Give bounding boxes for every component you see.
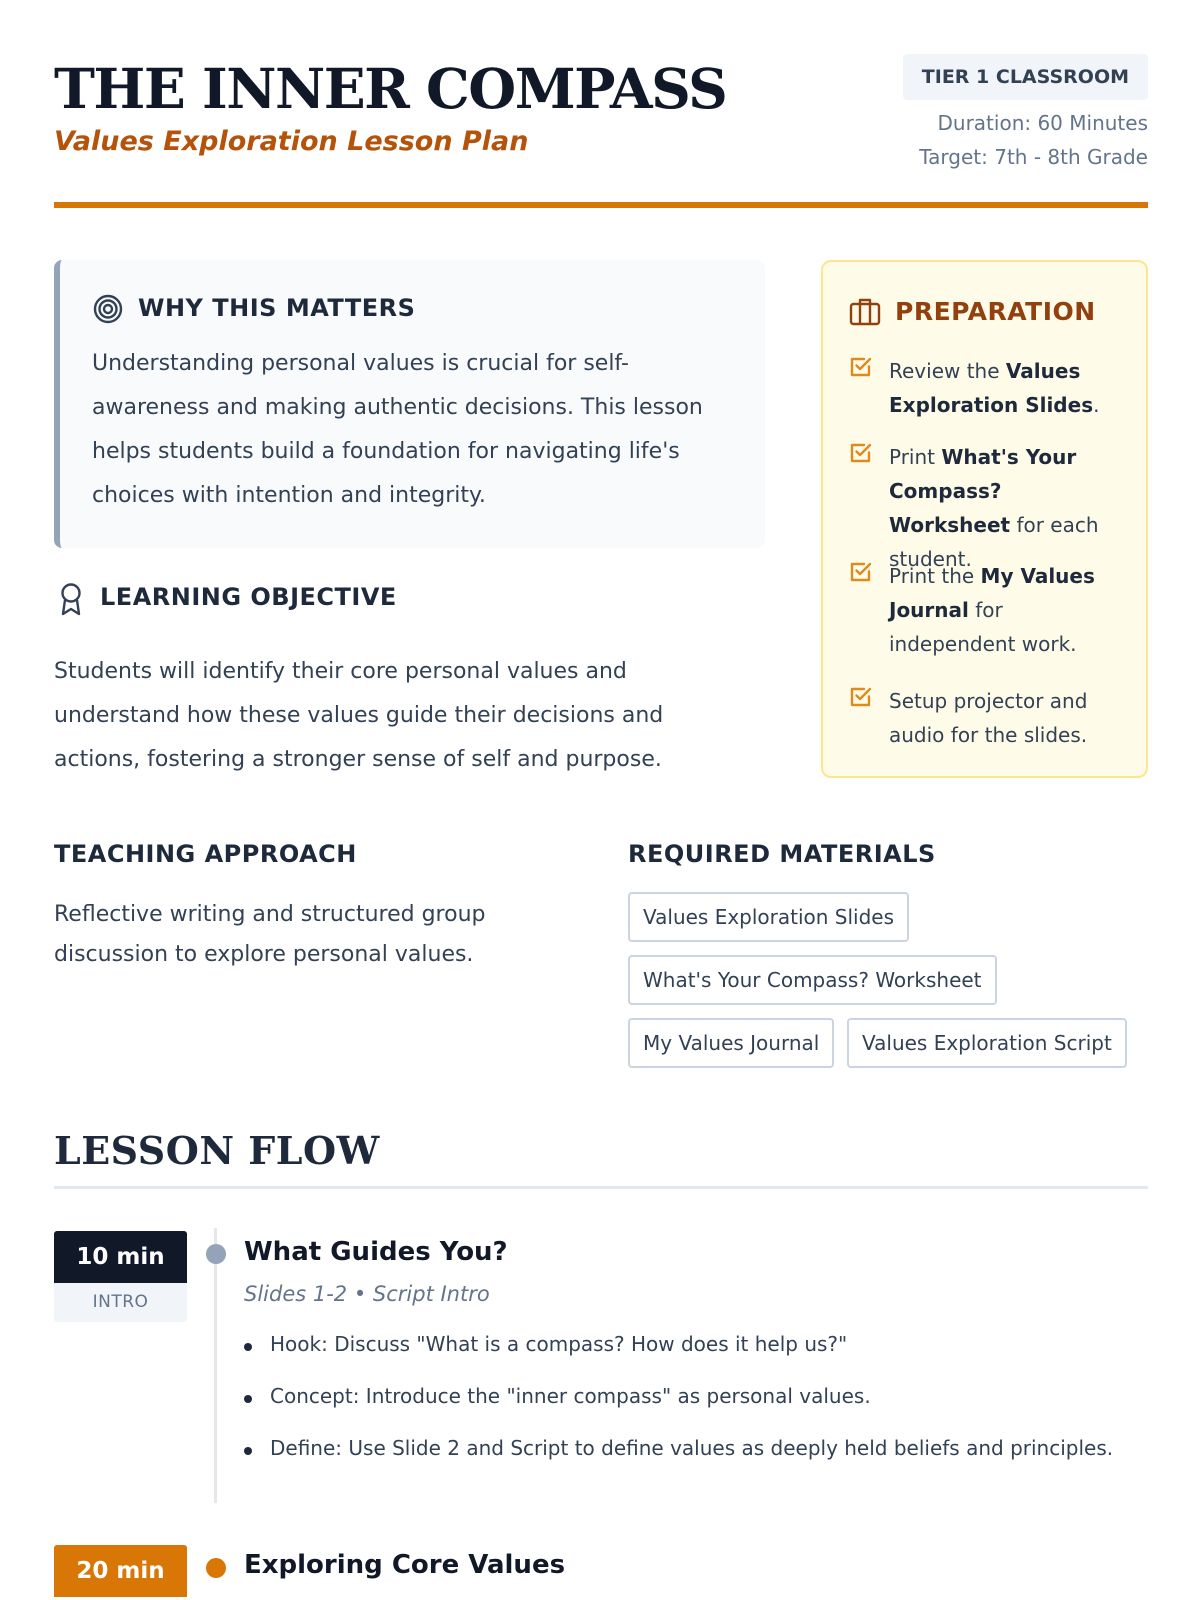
page-subtitle: Values Exploration Lesson Plan	[54, 126, 529, 157]
header	[54, 0, 1148, 208]
required-materials-heading: REQUIRED MATERIALS	[628, 840, 936, 868]
checkbox-checked-icon	[849, 685, 873, 713]
page-title: THE INNER COMPASS	[54, 56, 727, 121]
step-time-badge: 20 min	[54, 1545, 187, 1597]
step-title: Exploring Core Values	[244, 1550, 566, 1580]
teaching-approach-body: Reflective writing and structured group discussion to explore personal values.	[54, 902, 486, 967]
target-grade-text: Target: 7th - 8th Grade	[919, 145, 1148, 169]
step-title: What Guides You?	[244, 1237, 508, 1267]
checkbox-checked-icon	[849, 560, 873, 588]
step-phase-label: INTRO	[54, 1283, 187, 1322]
duration-text: Duration: 60 Minutes	[937, 111, 1148, 135]
preparation-box: PREPARATION Review the Values Exploration Slides. Print What's Your Compass? Worksheet for each student. Print the My Values Journal for independent work. Setup projector and audio for the slides.	[821, 260, 1148, 778]
material-chip: What's Your Compass? Worksheet	[628, 955, 997, 1005]
why-this-matters-box	[54, 260, 765, 548]
learning-objective-body: Students will identify their core personal values and understand how these values guide their decisions and actions, fostering a stronger sense of self and purpose.	[54, 659, 664, 772]
teaching-approach-heading: TEACHING APPROACH	[54, 840, 357, 868]
preparation-heading: PREPARATION	[895, 297, 1096, 326]
step-subtitle: Slides 1-2 • Script Intro	[244, 1282, 490, 1306]
timeline-line	[214, 1228, 217, 1503]
step-time-badge: 10 min	[54, 1231, 187, 1283]
material-chip: My Values Journal	[628, 1018, 834, 1068]
timeline-dot	[206, 1558, 226, 1578]
checkbox-checked-icon	[849, 355, 873, 383]
tier-badge: TIER 1 CLASSROOM	[903, 54, 1148, 100]
checkbox-checked-icon	[849, 441, 873, 469]
target-icon	[92, 293, 124, 329]
lesson-plan-page: THE INNER COMPASS Values Exploration Lesson Plan TIER 1 CLASSROOM Duration: 60 Minutes Target: 7th - 8th Grade WHY THIS MATTERS Understanding personal values is crucial for self-awareness and making authentic decisions. This lesson helps students build a foundation for navigating life's choices with intention and integrity. LEARNING OBJECTIVE Students will identify their core personal values and understand how these values guide their decisions and actions, fostering a stronger sense of self and purpose. PREPARATION Review the Values Exploration Slides. Print What's Your Compass? Worksheet for each student. Print the My Values Journal for independent work. Setup projector and audio for the slides. TEACHING APPROACH Reflective writing and structured group discussion to explore personal values. REQUIRED MATERIALS Values Exploration Slides What's Your Compass? Worksheet My Values Journal Values Exploration Script LESSON FLOW 10 min INTRO What Guides You? Slides 1-2 • Script Intro Hook: Discuss "What is a compass? How does it help us?" Concept: Introduce the "inner compass" as personal values. Define: Use Slide 2 and Script to define values as deeply held beliefs and principles. 20 min Exploring Core Values	[54, 0, 1148, 1600]
divider	[54, 1186, 1148, 1189]
material-chip: Values Exploration Script	[847, 1018, 1127, 1068]
why-heading: WHY THIS MATTERS	[138, 294, 416, 322]
award-ribbon-icon	[58, 582, 84, 620]
why-body: Understanding personal values is crucial for self-awareness and making authentic decisions. This lesson helps students build a foundation for navigating life's choices with intention and integrity.	[92, 351, 703, 508]
learning-objective-heading: LEARNING OBJECTIVE	[100, 583, 397, 611]
timeline-dot	[206, 1244, 226, 1264]
briefcase-icon	[849, 296, 881, 330]
lesson-flow-heading: LESSON FLOW	[54, 1128, 380, 1173]
material-chip: Values Exploration Slides	[628, 892, 909, 942]
